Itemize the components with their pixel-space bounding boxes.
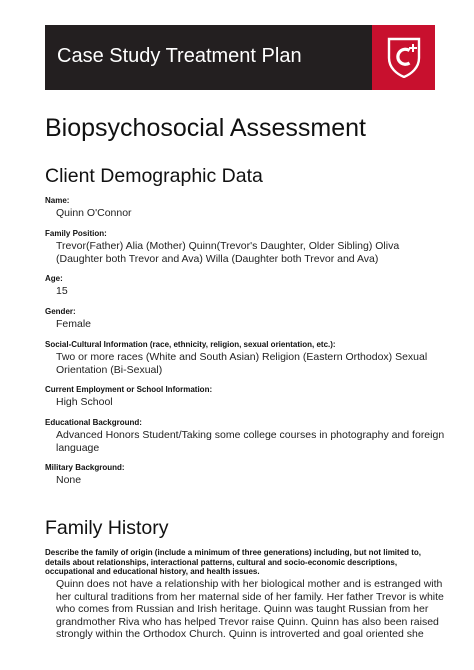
field-value: 15 [56,285,68,297]
university-logo [372,25,435,90]
shield-c-icon [386,36,422,78]
field-name [45,196,445,220]
field-social-cultural [45,340,445,376]
family-history-instructions: Describe the family of origin (include a minimum of three generations) including, but not limited to, details about relationships, interactional patterns, cultural and socio-economic descriptions, occupational and educational history, and health issues. [45,548,422,576]
section-heading-family-history: Family History [45,517,169,539]
field-label: Age: [45,274,63,283]
field-label: Social-Cultural Information (race, ethnicity, religion, sexual orientation, etc.): [45,340,336,349]
field-family-position [45,229,445,265]
field-label: Family Position: [45,229,107,238]
field-value: None [56,474,82,486]
field-gender [45,307,445,331]
section-heading-demographic: Client Demographic Data [45,165,263,187]
field-employment-school [45,385,445,409]
field-value: Female [56,318,92,330]
field-label: Current Employment or School Information: [45,385,213,394]
family-history-text: Quinn does not have a relationship with her biological mother and is estranged with her cultural traditions from her maternal side of her family. Her father Trevor is white who comes from Russian and Irish heritage. Quinn was taught Russian from her grandmother Riva who has helped Trevor raise Quinn. Quinn has also been raised strongly within the Orthodox Church. Quinn is introverted and goal oriented she [56,578,444,641]
field-educational-background [45,418,445,454]
header-banner [45,25,435,90]
field-label: Name: [45,196,70,205]
header-title: Case Study Treatment Plan [57,45,302,67]
field-age [45,274,445,298]
field-value: Advanced Honors Student/Taking some college courses in photography and foreign language [56,429,445,454]
field-label: Military Background: [45,463,125,472]
page-title: Biopsychosocial Assessment [45,114,366,142]
field-value: Two or more races (White and South Asian) Religion (Eastern Orthodox) Sexual Orientation (Bi-Sexual) [56,351,428,376]
field-label: Gender: [45,307,76,316]
field-military-background [45,463,445,487]
field-value: High School [56,396,113,408]
field-value: Trevor(Father) Alia (Mother) Quinn(Trevor's Daughter, Older Sibling) Oliva (Daughter both Trevor and Ava) Willa (Daughter both Trevor and Ava) [56,240,400,265]
field-label: Educational Background: [45,418,142,427]
field-value: Quinn O'Connor [56,207,132,219]
